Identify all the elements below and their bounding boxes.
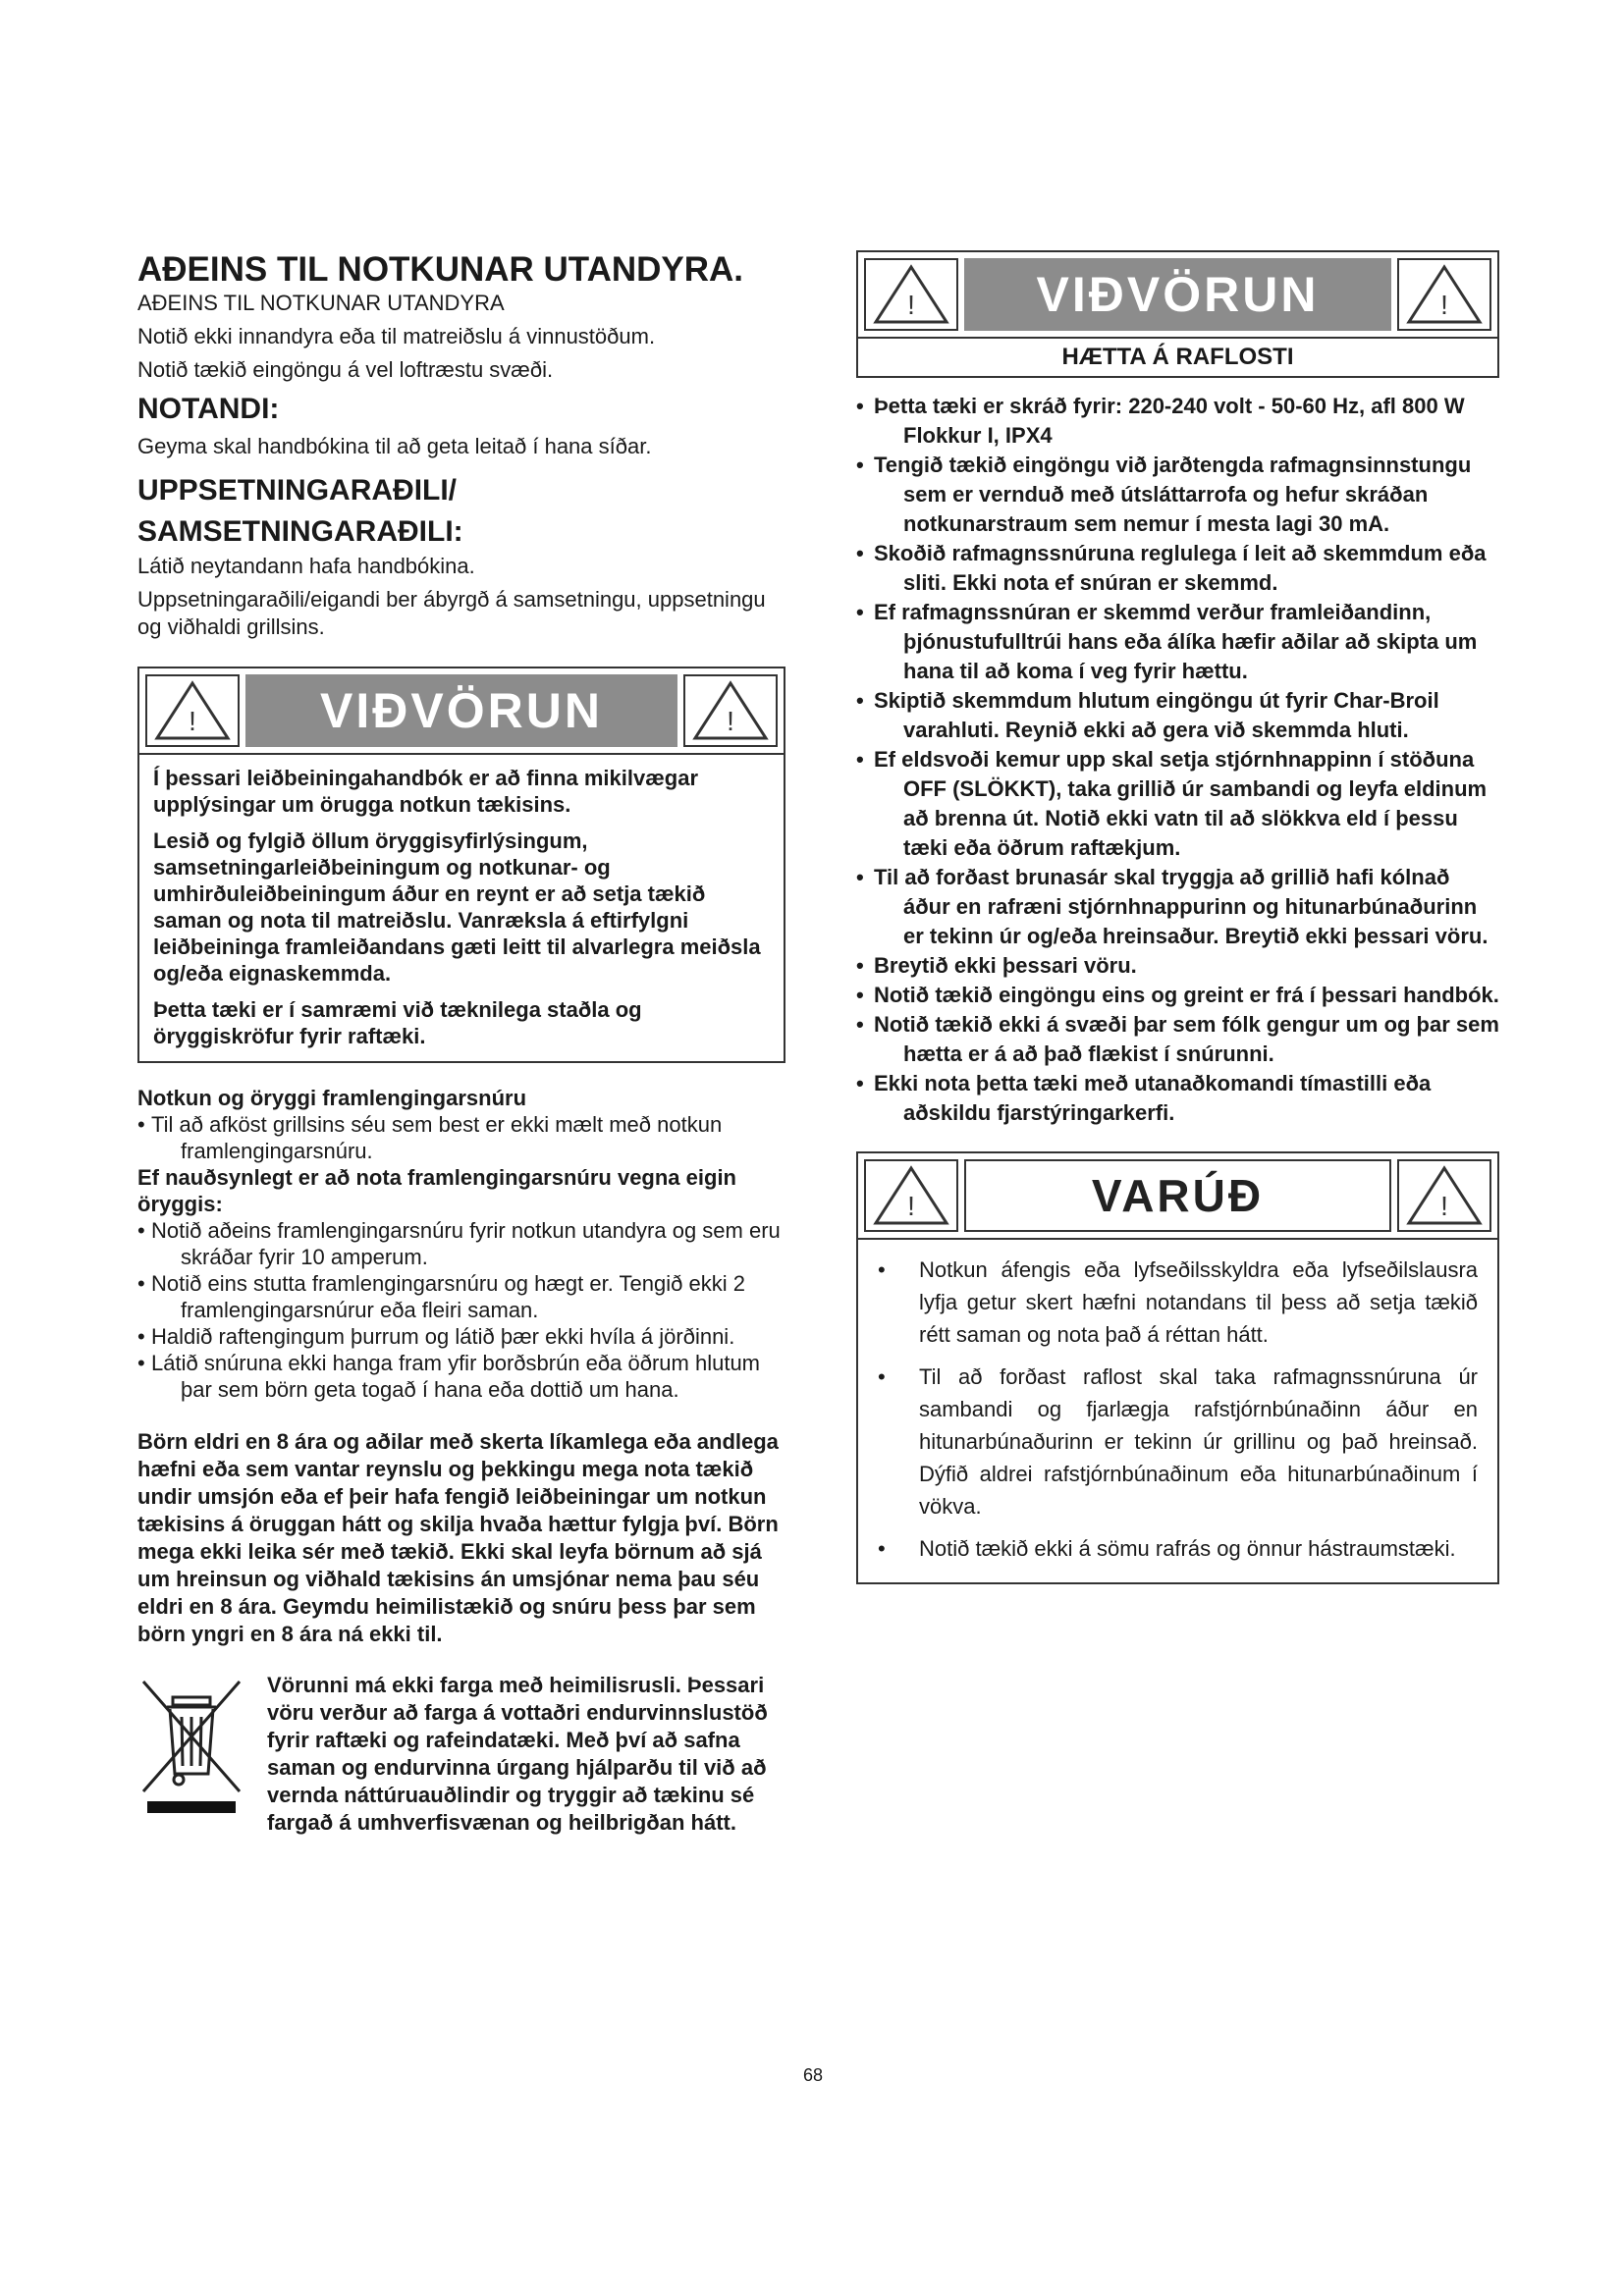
warning-paragraph: Í þessari leiðbeiningahandbók er að finna mikilvægar upplýsingar um örugga notkun tækisins.: [153, 766, 699, 817]
indoor-warning-text: Notið ekki innandyra eða til matreiðslu á vinnustöðum.: [137, 324, 656, 348]
ventilation-text: Notið tækið eingöngu á vel loftræstu svæði.: [137, 357, 554, 382]
list-item: • Haldið raftengingum þurrum og látið þær ekki hvíla á jörðinni.: [137, 1324, 735, 1349]
children-safety-text: Börn eldri en 8 ára og aðilar með skerta líkamlega eða andlega hæfni eða sem vantar reynslu og þekkingu mega nota tækið undir umsjón eða ef þeir hafa fengið leiðbeiningar um notkun tækisins á öruggan hátt og skilja hvaða hættur fylgja því. Börn mega ekki leika sér með tækið. Ekki skal leyfa börnum að sjá um hreinsun og viðhald tækisins án umsjónar nema þau séu eldri en 8 ára. Geymdu heimilistækið og snúru þess þar sem börn yngri en 8 ára ná ekki til.: [137, 1429, 779, 1646]
extension-cord-subtitle: Ef nauðsynlegt er að nota framlengingarsnúru vegna eigin öryggis:: [137, 1165, 736, 1216]
svg-text:!: !: [189, 706, 196, 736]
list-item: • Tengið tækið eingöngu við jarðtengda rafmagnsinnstungu sem er vernduð með útsláttarrofa og hefur skráðan notkunarstraum sem nemur í mesta lagi 30 mA.: [856, 453, 1472, 536]
list-item: • Notkun áfengis eða lyfseðilsskyldra eða lyfseðilslausra lyfja getur skert hæfni notandans til þess að setja tækið rétt saman og nota það á réttan hátt.: [878, 1257, 1478, 1347]
electric-shock-subtitle: HÆTTA Á RAFLOSTI: [858, 337, 1497, 376]
warning-banner-title: VIÐVÖRUN: [964, 258, 1391, 331]
svg-text:!: !: [1440, 290, 1448, 320]
list-item: • Til að afköst grillsins séu sem best er ekki mælt með notkun framlengingarsnúru.: [137, 1112, 723, 1163]
caution-banner-title: VARÚÐ: [964, 1159, 1391, 1232]
svg-text:!: !: [907, 1191, 915, 1221]
weee-bin-icon: [137, 1676, 245, 1837]
installer-responsibility-text: Uppsetningaraðili/eigandi ber ábyrgð á samsetningu, uppsetningu og viðhaldi grillsins.: [137, 587, 766, 639]
warning-paragraph: Þetta tæki er í samræmi við tæknilega staðla og öryggiskröfur fyrir raftæki.: [153, 997, 642, 1048]
recycle-text: Vörunni má ekki farga með heimilisrusli. Þessari vöru verður að farga á vottaðri endurvinnslustöð fyrir raftæki og rafeindatæki. Með því að safna saman og endurvinna úrgang hjálparðu til við að vernda náttúruauðlindir og tryggir að tækinu sé fargað á umhverfisvænan og heilbrigðan hátt.: [267, 1673, 768, 1835]
give-manual-text: Látið neytandann hafa handbókina.: [137, 554, 475, 578]
extension-cord-title: Notkun og öryggi framlengingarsnúru: [137, 1086, 527, 1110]
heading-outdoor-only: AÐEINS TIL NOTKUNAR UTANDYRA.: [137, 250, 744, 289]
svg-text:!: !: [1440, 1191, 1448, 1221]
warning-triangle-icon: [1397, 258, 1491, 331]
list-item: • Notið tækið eingöngu eins og greint er frá í þessari handbók.: [856, 983, 1499, 1007]
svg-text:!: !: [727, 706, 734, 736]
warning-banner: [858, 252, 1497, 337]
list-item: • Notið eins stutta framlengingarsnúru og hægt er. Tengið ekki 2 framlengingarsnúrur eða fleiri saman.: [137, 1271, 745, 1322]
list-item: • Látið snúruna ekki hanga fram yfir borðsbrún eða öðrum hlutum þar sem börn geta togað í hana eða dottið um hana.: [137, 1351, 761, 1402]
list-item: • Notið aðeins framlengingarsnúru fyrir notkun utandyra og sem eru skráðar fyrir 10 amperum.: [137, 1218, 781, 1269]
list-item: • Skiptið skemmdum hlutum eingöngu út fyrir Char-Broil varahluti. Reynið ekki að gera við skemmda hluti.: [856, 688, 1439, 742]
list-item: • Notið tækið ekki á sömu rafrás og önnur hástraumstæki.: [878, 1536, 1456, 1561]
heading-installer-b: SAMSETNINGARAÐILI:: [137, 515, 463, 548]
caution-list: [878, 1254, 1478, 1565]
warning-triangle-icon: [145, 674, 240, 747]
list-item: • Ef eldsvoði kemur upp skal setja stjórnhnappinn í stöðuna OFF (SLÖKKT), taka grillið úr sambandi og leyfa eldinum að brenna út. Notið ekki vatn til að slökkva eld í þessu tæki eða öðrum raftækjum.: [856, 747, 1488, 860]
list-item: • Breytið ekki þessari vöru.: [856, 953, 1137, 978]
warning-paragraph: Lesið og fylgið öllum öryggisyfirlýsingum, samsetningarleiðbeiningum og notkunar- og umhirðuleiðbeiningum áður en reynt er að setja tækið saman og nota til matreiðslu. Vanræksla á eftirfylgni leiðbeininga framleiðandans gæti leitt til alvarlegra meiðsla og/eða eignaskemmda.: [153, 828, 761, 986]
warning-banner-title: VIÐVÖRUN: [245, 674, 677, 747]
list-item: • Til að forðast brunasár skal tryggja að grillið hafi kólnað áður en rafræni stjórnhnappurinn og hitunarbúnaðurinn er tekinn úr og/eða hreinsaður. Breytið ekki þessari vöru.: [856, 865, 1489, 948]
extension-cord-list: [137, 1111, 785, 1164]
svg-text:!: !: [907, 290, 915, 320]
warning-triangle-icon: [683, 674, 778, 747]
list-item: • Notið tækið ekki á svæði þar sem fólk gengur um og þar sem hætta er á að það flækist í snúrunni.: [856, 1012, 1499, 1066]
caution-banner: [858, 1153, 1497, 1238]
list-item: • Til að forðast raflost skal taka rafmagnssnúruna úr sambandi og fjarlægja rafstjórnbúnaðinn áður en hitunarbúnaðurinn er tekinn úr grillinu og það hreinsað. Dýfið aldrei rafstjórnbúnaðinum eða hitunarbúnaðinum í vökva.: [878, 1364, 1478, 1519]
list-item: • Skoðið rafmagnssnúruna reglulega í leit að skemmdum eða sliti. Ekki nota ef snúran er skemmd.: [856, 541, 1487, 595]
right-column: [856, 250, 1499, 1584]
electric-shock-warning-box: [856, 250, 1499, 378]
keep-manual-text: Geyma skal handbókina til að geta leitað í hana síðar.: [137, 434, 652, 458]
page-number: 68: [803, 2065, 824, 2085]
heading-user: NOTANDI:: [137, 393, 280, 425]
heading-installer-a: UPPSETNINGARAÐILI/: [137, 474, 458, 507]
extension-cord-conditions: [137, 1217, 785, 1403]
warning-banner: [139, 668, 784, 753]
list-item: • Ekki nota þetta tæki með utanaðkomandi tímastilli eða aðskildu fjarstýringarkerfi.: [856, 1071, 1432, 1125]
warning-box-left: [137, 667, 785, 1063]
warning-triangle-icon: [864, 1159, 958, 1232]
list-item: • Þetta tæki er skráð fyrir: 220-240 volt - 50-60 Hz, afl 800 W Flokkur I, IPX4: [856, 394, 1465, 448]
recycle-section: [137, 1672, 785, 1837]
left-column: [137, 250, 785, 1837]
caution-box: [856, 1151, 1499, 1584]
warning-triangle-icon: [864, 258, 958, 331]
warning-triangle-icon: [1397, 1159, 1491, 1232]
electrical-safety-list: [856, 392, 1499, 1128]
list-item: • Ef rafmagnssnúran er skemmd verður framleiðandinn, þjónustufulltrúi hans eða álíka hæfir aðilar að skipta um hana til að koma í veg fyrir hættu.: [856, 600, 1478, 683]
heading-outdoor-only-sub: AÐEINS TIL NOTKUNAR UTANDYRA: [137, 291, 505, 315]
